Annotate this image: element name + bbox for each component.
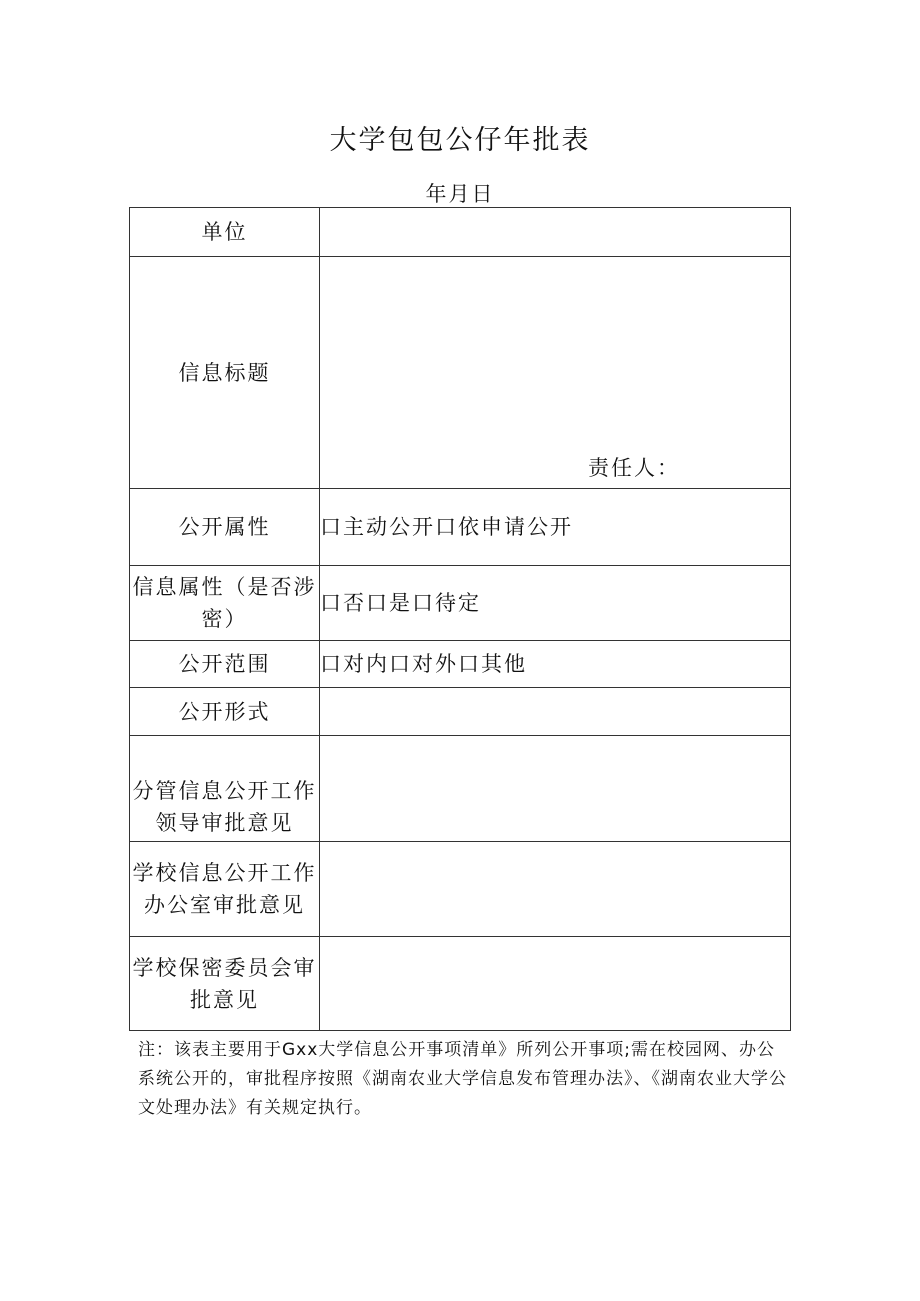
- row-info-attr: [130, 566, 791, 641]
- open-attr-label: 公开属性: [130, 489, 320, 566]
- unit-field[interactable]: [320, 208, 791, 257]
- unit-label: 单位: [130, 208, 320, 257]
- office-opinion-field[interactable]: [320, 842, 791, 937]
- date-line: 年月日: [425, 182, 495, 206]
- row-open-form: [130, 688, 791, 736]
- leader-opinion-label: 分管信息公开工作领导审批意见: [130, 736, 320, 842]
- row-info-title: [130, 257, 791, 489]
- office-opinion-label: 学校信息公开工作办公室审批意见: [130, 842, 320, 937]
- row-leader-opinion: [130, 736, 791, 842]
- row-unit: [130, 208, 791, 257]
- secrecy-opinion-field[interactable]: [320, 937, 791, 1031]
- leader-opinion-field[interactable]: [320, 736, 791, 842]
- responsible-person-label: 责任人：: [588, 456, 680, 480]
- open-attr-options[interactable]: 口主动公开口依申请公开: [320, 489, 791, 566]
- form-title: 大学包包公仔年批表: [329, 125, 591, 156]
- info-title-field[interactable]: [320, 257, 791, 489]
- row-secrecy-opinion: [130, 937, 791, 1031]
- open-scope-label: 公开范围: [130, 641, 320, 688]
- open-form-field[interactable]: [320, 688, 791, 736]
- footnote: 注：该表主要用于Gxx大学信息公开事项清单》所列公开事项;需在校园网、办公系统公开的，审批程序按照《湖南农业大学信息发布管理办法》、《湖南农业大学公文处理办法》有关规定执行。: [138, 1040, 787, 1118]
- info-title-label: 信息标题: [130, 257, 320, 489]
- open-scope-options[interactable]: 口对内口对外口其他: [320, 641, 791, 688]
- row-open-attr: [130, 489, 791, 566]
- row-open-scope: [130, 641, 791, 688]
- info-attr-options[interactable]: 口否口是口待定: [320, 566, 791, 641]
- secrecy-opinion-label: 学校保密委员会审批意见: [130, 937, 320, 1031]
- row-office-opinion: [130, 842, 791, 937]
- open-form-label: 公开形式: [130, 688, 320, 736]
- info-attr-label: 信息属性（是否涉密）: [130, 566, 320, 641]
- approval-form-table: [129, 207, 791, 1031]
